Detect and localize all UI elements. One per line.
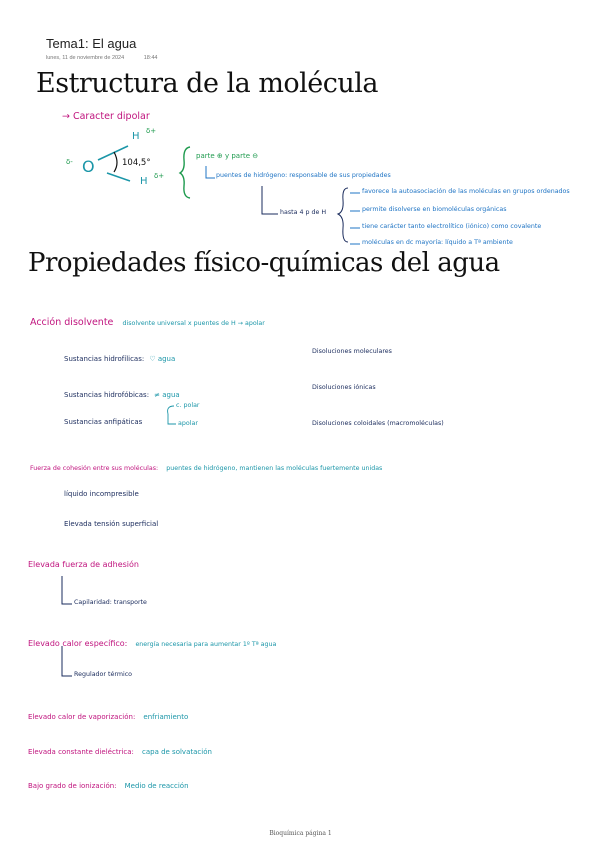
caracter-dipolar: → Caracter dipolar bbox=[62, 111, 150, 122]
brace-green bbox=[180, 147, 190, 198]
adhesion-title: Elevada fuerza de adhesión bbox=[28, 560, 139, 569]
accion-disolvente-row bbox=[30, 310, 265, 329]
brace-item-charges: parte ⊕ y parte ⊖ bbox=[196, 152, 259, 160]
prop-4: moléculas en dc mayoría: líquido a Tª ambiente bbox=[362, 239, 513, 246]
calor-especifico-title: Elevado calor específico: bbox=[28, 639, 128, 648]
brace-item-hbonds: puentes de hidrógeno: responsable de sus propiedades bbox=[216, 172, 391, 179]
atom-h-top: H bbox=[132, 131, 140, 142]
tension-superficial: Elevada tensión superficial bbox=[64, 520, 159, 528]
prop-3: tiene carácter tanto electrolítico (iónico) como covalente bbox=[362, 223, 542, 230]
ionizacion-row bbox=[28, 773, 189, 792]
arrow-hasta bbox=[262, 186, 278, 214]
branch-apolar bbox=[168, 414, 176, 424]
page-footer: Bioquímica página 1 bbox=[269, 830, 332, 837]
arrow-capilaridad bbox=[62, 576, 72, 604]
page-date: lunes, 11 de noviembre de 2024 bbox=[46, 55, 125, 61]
anfipatica-polar: c. polar bbox=[176, 402, 200, 409]
delta-minus: δ- bbox=[66, 158, 73, 166]
angle-arc bbox=[114, 152, 117, 172]
capilaridad-text: Capilaridad: transporte bbox=[74, 599, 147, 606]
sustancia-label: Sustancias hidrofílicas: bbox=[64, 355, 145, 363]
ionizacion-desc: Medio de reacción bbox=[124, 782, 189, 790]
fuerza-title: Fuerza de cohesión entre sus moléculas: bbox=[30, 465, 159, 472]
regulador-termico: Regulador térmico bbox=[74, 671, 133, 678]
brace-props bbox=[338, 188, 348, 242]
sustancia-value: ≠ agua bbox=[154, 391, 180, 399]
page-title: Tema1: El agua bbox=[46, 36, 137, 51]
prop-1: favorece la autoasociación de las moléculas en grupos ordenados bbox=[362, 188, 570, 195]
anfipatica-apolar: apolar bbox=[178, 420, 198, 427]
bond-bottom-line bbox=[107, 173, 130, 181]
sustancia-value: ♡ agua bbox=[149, 355, 176, 363]
section1-heading: Estructura de la molécula bbox=[36, 68, 379, 99]
section2-heading: Propiedades físico-químicas del agua bbox=[28, 248, 500, 278]
delta-bottom: δ+ bbox=[154, 172, 165, 180]
page-time: 18:44 bbox=[143, 55, 158, 61]
vaporizacion-desc: enfriamiento bbox=[143, 713, 189, 721]
atom-o: O bbox=[82, 157, 95, 176]
calor-especifico-row bbox=[28, 631, 276, 650]
prop-2: permite disolverse en biomoléculas orgánicas bbox=[362, 206, 507, 213]
sustancia-anfipatica: Sustancias anfipáticas bbox=[64, 418, 143, 426]
vaporizacion-title: Elevado calor de vaporización: bbox=[28, 713, 136, 721]
disolucion-coloidal: Disoluciones coloidales (macromoléculas) bbox=[312, 420, 444, 427]
fuerza-desc: puentes de hidrógeno, mantienen las moléculas fuertemente unidas bbox=[166, 465, 383, 472]
delta-top: δ+ bbox=[146, 127, 157, 135]
sustancia-hidrofobica bbox=[64, 382, 180, 401]
arrow-regulador bbox=[62, 646, 72, 676]
ionizacion-title: Bajo grado de ionización: bbox=[28, 782, 117, 790]
liquido-incompresible: líquido incompresible bbox=[64, 490, 139, 498]
dielectrica-desc: capa de solvatación bbox=[141, 748, 212, 756]
accion-title: Acción disolvente bbox=[30, 317, 114, 328]
dielectrica-row bbox=[28, 739, 212, 758]
fuerza-cohesion-row bbox=[30, 455, 382, 474]
hasta-label: hasta 4 p de H bbox=[280, 209, 327, 216]
disolucion-molecular: Disoluciones moleculares bbox=[312, 348, 392, 355]
disolucion-ionica: Disoluciones iónicas bbox=[312, 384, 376, 391]
capilaridad-label bbox=[74, 599, 147, 606]
calor-especifico-desc: energía necesaria para aumentar 1º Tª agua bbox=[135, 641, 277, 648]
sustancia-hidrofilica bbox=[64, 346, 175, 365]
vaporizacion-row bbox=[28, 704, 188, 723]
arrow-puentes bbox=[206, 166, 215, 178]
accion-desc: disolvente universal x puentes de H → apolar bbox=[122, 320, 265, 327]
atom-h-bottom: H bbox=[140, 176, 148, 187]
branch-polar bbox=[168, 406, 174, 414]
angle-label: 104,5° bbox=[122, 158, 151, 168]
sustancia-label: Sustancias hidrofóbicas: bbox=[64, 391, 150, 399]
dielectrica-title: Elevada constante dieléctrica: bbox=[28, 748, 134, 756]
